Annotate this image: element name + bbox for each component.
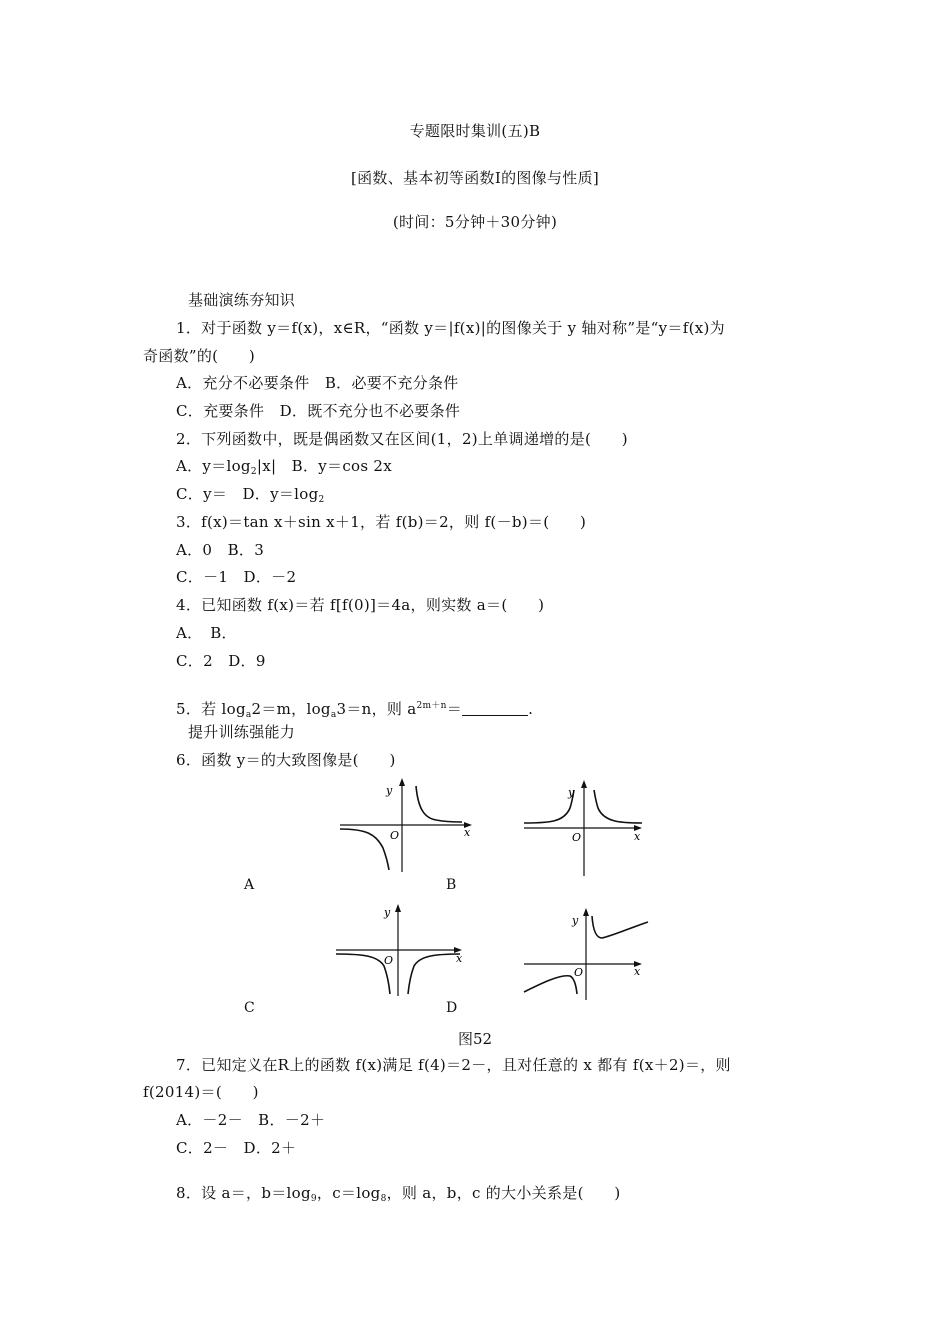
graph-a-label: A xyxy=(244,877,255,893)
curve-left-branch xyxy=(524,976,577,994)
q7-stem-line1: 7．已知定义在R上的函数 f(x)满足 f(4)＝2－，且对任意的 x 都有 f(x＋2)＝，则 xyxy=(176,1056,731,1074)
origin-label: O xyxy=(572,831,582,844)
q1-stem-line2: 奇函数”的( ) xyxy=(143,347,256,365)
y-axis-label: y xyxy=(386,784,393,797)
q1-options-cd: C．充要条件 D．既不充分也不必要条件 xyxy=(176,402,461,420)
q8-stem: 8．设 a＝，$b=\log_9$，$c=\log_8$，则 a，b，c 的大小关系是( ) xyxy=(176,1184,621,1204)
q2-stem: 2．下列函数中，既是偶函数又在区间(1，2)上单调递增的是( ) xyxy=(176,430,628,448)
time-note: (时间：5分钟＋30分钟) xyxy=(392,213,558,231)
figure-caption: 图52 xyxy=(458,1030,493,1048)
x-axis-label: x xyxy=(634,965,641,978)
q6-stem: 6．函数 y＝的大致图像是( ) xyxy=(176,751,396,769)
q3-options-cd: C．－1 D．－2 xyxy=(176,568,297,586)
curve-left-branch xyxy=(524,790,574,823)
q5-answer-blank xyxy=(462,701,528,716)
curve-left-branch xyxy=(336,954,390,994)
q7-options-cd: C．2－ D．2＋ xyxy=(176,1139,297,1157)
q7-options-ab: A．－2－ B．－2＋ xyxy=(176,1111,326,1129)
q7-stem-line2: f(2014)＝( ) xyxy=(143,1083,259,1101)
section-basic-heading: 基础演练夯知识 xyxy=(188,291,296,309)
y-axis-label: y xyxy=(572,914,579,927)
curve-right-branch xyxy=(408,954,460,994)
y-axis-arrow xyxy=(583,908,589,916)
q4-options-cd: C．2 D．9 xyxy=(176,652,266,670)
page-subtitle: [函数、基本初等函数Ⅰ的图像与性质] xyxy=(350,169,600,187)
q1-stem-line1: 1．对于函数 y＝f(x)，x∈R，“函数 y＝|f(x)|的图像关于 y 轴对称”是“y＝f(x)为 xyxy=(176,319,725,337)
curve-right-branch xyxy=(416,786,462,822)
graph-b xyxy=(520,778,660,878)
q3-options-ab: A．0 B．3 xyxy=(176,541,265,559)
graph-c-label: C xyxy=(244,1000,255,1016)
graph-d-label: D xyxy=(446,1000,458,1016)
q2-options-cd: C．y＝ D．$y=\log_2$ xyxy=(176,485,325,505)
y-axis-arrow xyxy=(395,904,401,912)
graph-c xyxy=(334,902,474,998)
x-axis-label: x xyxy=(634,830,641,843)
q1-options-ab: A．充分不必要条件 B．必要不充分条件 xyxy=(176,374,459,392)
x-axis-label: x xyxy=(464,826,471,839)
graph-b-label: B xyxy=(446,877,457,893)
y-axis-arrow xyxy=(399,778,405,786)
q3-stem: 3．f(x)＝tan x＋sin x＋1，若 f(b)＝2，则 f(－b)＝( ) xyxy=(176,513,587,531)
q4-stem: 4．已知函数 f(x)＝若 f[f(0)]＝4a，则实数 a＝( ) xyxy=(176,596,545,614)
page-title: 专题限时集训(五)B xyxy=(409,122,541,140)
y-axis-arrow xyxy=(581,780,587,788)
graph-a xyxy=(336,778,476,874)
curve-left-branch xyxy=(340,829,389,870)
origin-label: O xyxy=(574,966,584,979)
origin-label: O xyxy=(390,829,400,842)
q4-options-ab: A． B． xyxy=(176,624,237,642)
section-advanced-heading: 提升训练强能力 xyxy=(188,723,296,741)
curve-right-branch xyxy=(594,790,642,823)
graph-d xyxy=(520,906,660,1002)
x-axis-label: x xyxy=(456,952,463,965)
y-axis-label: y xyxy=(568,786,575,799)
q2-options-ab: A．$y=\log_2|x|$ B．y＝cos 2x xyxy=(176,457,393,477)
q5-stem: 5．若 $\log_a2=m$，$\log_a3=n$，则 $a^{2m+n}=$ . xyxy=(176,700,534,720)
curve-right-branch xyxy=(592,916,648,938)
y-axis-label: y xyxy=(384,906,391,919)
origin-label: O xyxy=(384,954,394,967)
